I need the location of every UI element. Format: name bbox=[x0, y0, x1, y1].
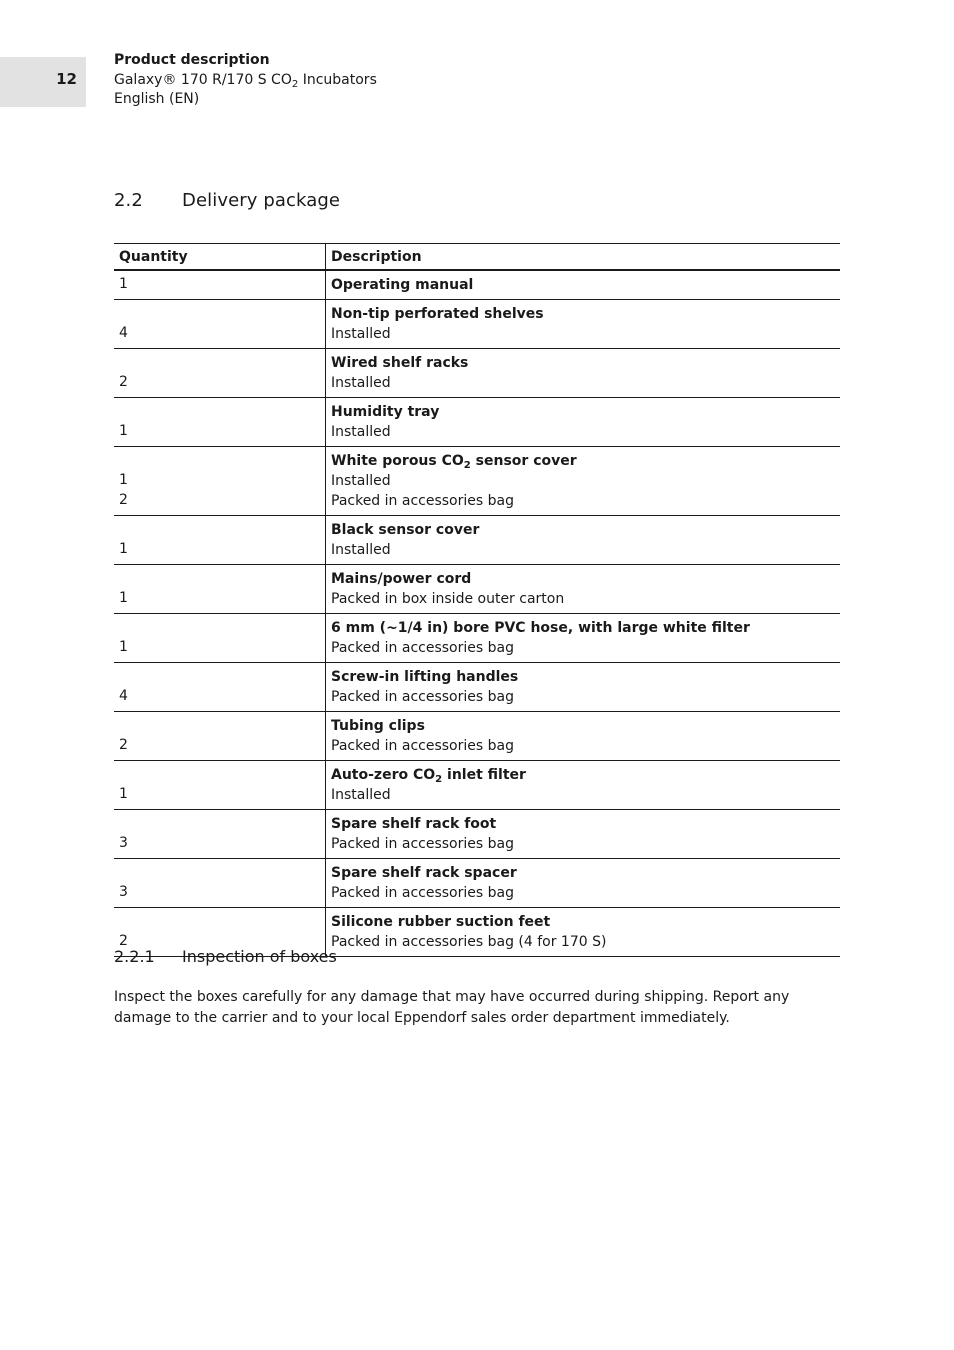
item-name: Wired shelf racks bbox=[331, 355, 469, 371]
description-cell bbox=[326, 810, 841, 859]
table-row bbox=[114, 349, 840, 398]
quantity-cell bbox=[114, 712, 326, 761]
item-name: Spare shelf rack spacer bbox=[331, 865, 517, 881]
item-detail: Packed in accessories bag bbox=[331, 640, 514, 656]
item-detail: Installed bbox=[331, 542, 391, 558]
quantity-cell bbox=[114, 270, 326, 300]
quantity-value: 3 bbox=[119, 884, 128, 900]
quantity-value: 1 bbox=[119, 786, 128, 802]
subsection-title: Inspection of boxes bbox=[182, 947, 337, 966]
item-name: Non-tip perforated shelves bbox=[331, 306, 544, 322]
description-cell bbox=[326, 908, 841, 957]
quantity-cell bbox=[114, 614, 326, 663]
subsection-heading bbox=[114, 947, 337, 966]
item-name: 6 mm (~1/4 in) bore PVC hose, with large white filter bbox=[331, 620, 750, 636]
item-detail: Packed in accessories bag bbox=[331, 885, 514, 901]
inspection-paragraph: Inspect the boxes carefully for any damage that may have occurred during shipping. Report any damage to the carrier and to your local Eppendorf sales order department immediately. bbox=[114, 989, 790, 1026]
item-name: Humidity tray bbox=[331, 404, 440, 420]
quantity-cell bbox=[114, 447, 326, 516]
quantity-value: 1 bbox=[119, 541, 128, 557]
header-section-title: Product description bbox=[114, 52, 270, 68]
quantity-cell bbox=[114, 300, 326, 349]
description-cell bbox=[326, 349, 841, 398]
quantity-value: 1 bbox=[119, 276, 128, 292]
item-name: Spare shelf rack foot bbox=[331, 816, 497, 832]
quantity-cell bbox=[114, 516, 326, 565]
item-detail: Packed in accessories bag bbox=[331, 738, 514, 754]
section-number: 2.2 bbox=[114, 190, 143, 211]
table-row bbox=[114, 398, 840, 447]
table-row bbox=[114, 859, 840, 908]
item-detail: Installed bbox=[331, 424, 391, 440]
header-product-name: Galaxy® 170 R/170 S $CO_2$ Incubators bbox=[114, 71, 377, 90]
quantity-value: 1 bbox=[119, 590, 128, 606]
item-name: Silicone rubber suction feet bbox=[331, 914, 551, 930]
quantity-value: 1 bbox=[119, 472, 128, 488]
table-row bbox=[114, 565, 840, 614]
quantity-cell bbox=[114, 810, 326, 859]
quantity-cell bbox=[114, 565, 326, 614]
description-cell bbox=[326, 663, 841, 712]
delivery-package-table bbox=[114, 243, 840, 957]
table-row bbox=[114, 614, 840, 663]
item-name: Tubing clips bbox=[331, 718, 425, 734]
quantity-value: 3 bbox=[119, 835, 128, 851]
table-row bbox=[114, 270, 840, 300]
quantity-cell bbox=[114, 761, 326, 810]
quantity-value: 2 bbox=[119, 492, 128, 508]
description-column-header: Description bbox=[326, 244, 841, 271]
quantity-value: 4 bbox=[119, 688, 128, 704]
description-cell bbox=[326, 614, 841, 663]
item-detail: Installed bbox=[331, 326, 391, 342]
item-name: Mains/power cord bbox=[331, 571, 472, 587]
quantity-value: 2 bbox=[119, 374, 128, 390]
section-title: Delivery package bbox=[182, 190, 341, 211]
section-heading bbox=[114, 190, 340, 211]
item-detail: Packed in accessories bag (4 for 170 S) bbox=[331, 934, 607, 950]
quantity-value: 2 bbox=[119, 737, 128, 753]
table-row bbox=[114, 761, 840, 810]
table-row bbox=[114, 300, 840, 349]
subsection-number: 2.2.1 bbox=[114, 947, 155, 966]
description-cell bbox=[326, 447, 841, 516]
description-cell bbox=[326, 565, 841, 614]
quantity-cell bbox=[114, 663, 326, 712]
quantity-cell bbox=[114, 349, 326, 398]
table-row bbox=[114, 663, 840, 712]
item-name: Black sensor cover bbox=[331, 522, 480, 538]
page-number: 12 bbox=[56, 70, 77, 88]
running-header bbox=[114, 51, 377, 110]
quantity-value: 1 bbox=[119, 639, 128, 655]
header-language: English (EN) bbox=[114, 91, 200, 107]
item-detail: Installed bbox=[331, 473, 391, 489]
table-body bbox=[114, 270, 840, 957]
item-name: Screw-in lifting handles bbox=[331, 669, 519, 685]
item-name: Auto-zero $CO_2$ inlet filter bbox=[331, 767, 526, 786]
quantity-value: 2 bbox=[119, 933, 128, 949]
item-detail: Packed in accessories bag bbox=[331, 836, 514, 852]
quantity-value: 1 bbox=[119, 423, 128, 439]
description-cell bbox=[326, 270, 841, 300]
item-detail: Packed in box inside outer carton bbox=[331, 591, 565, 607]
description-cell bbox=[326, 398, 841, 447]
item-detail: Packed in accessories bag bbox=[331, 689, 514, 705]
item-detail: Installed bbox=[331, 375, 391, 391]
table-row bbox=[114, 447, 840, 516]
item-detail: Installed bbox=[331, 787, 391, 803]
description-cell bbox=[326, 516, 841, 565]
description-cell bbox=[326, 300, 841, 349]
quantity-cell bbox=[114, 859, 326, 908]
table-row bbox=[114, 712, 840, 761]
item-detail: Packed in accessories bag bbox=[331, 493, 514, 509]
item-name: Operating manual bbox=[331, 277, 474, 293]
quantity-cell bbox=[114, 398, 326, 447]
description-cell bbox=[326, 761, 841, 810]
table-row bbox=[114, 810, 840, 859]
table-header-row bbox=[114, 244, 840, 271]
quantity-value: 4 bbox=[119, 325, 128, 341]
page-tab bbox=[0, 57, 86, 107]
item-name: White porous $CO_2$ sensor cover bbox=[331, 453, 577, 472]
quantity-column-header: Quantity bbox=[114, 244, 326, 271]
description-cell bbox=[326, 712, 841, 761]
description-cell bbox=[326, 859, 841, 908]
table-row bbox=[114, 516, 840, 565]
